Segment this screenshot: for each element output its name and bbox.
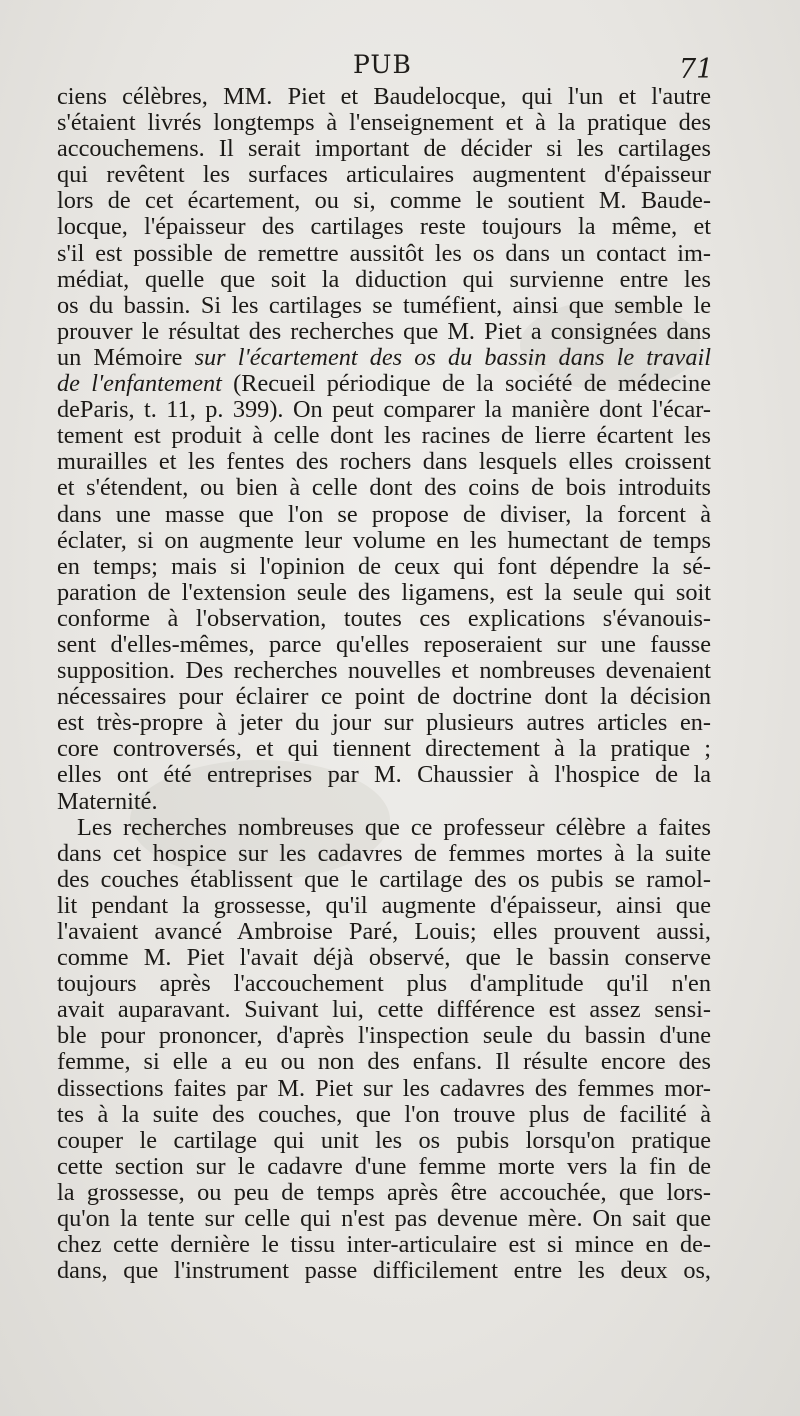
body-text xyxy=(57,84,711,1284)
text-line: dans cet hospice sur les cadavres de femmes mortes à la suite xyxy=(57,839,711,867)
text-line: prouver le résultat des recherches que M. Piet a consignées dans xyxy=(57,317,711,345)
text-line: cette section sur le cadavre d'une femme morte vers la fin de xyxy=(57,1152,711,1180)
text-line: core controversés, et qui tiennent directement à la pratique ; xyxy=(57,735,711,763)
text-line: la grossesse, ou peu de temps après être accouchée, que lors- xyxy=(57,1178,711,1206)
text-run: un Mémoire xyxy=(57,343,195,371)
text-line: est très-propre à jeter du jour sur plusieurs autres articles en- xyxy=(57,709,711,737)
text-line: tes à la suite des couches, que l'on trouve plus de facilité à xyxy=(57,1100,711,1128)
text-line: dissections faites par M. Piet sur les cadavres des femmes mor- xyxy=(57,1074,711,1102)
italic-title-run: sur l'écartement des os du bassin dans le travail xyxy=(194,343,711,371)
text-line: accouchemens. Il serait important de décider si les cartilages xyxy=(57,135,711,163)
text-line: dans, que l'instrument passe difficilement entre les deux os, xyxy=(57,1257,711,1285)
text-line: s'il est possible de remettre aussitôt les os dans un contact im- xyxy=(57,239,711,267)
running-title: PUB xyxy=(353,50,412,79)
text-line: os du bassin. Si les cartilages se tuméfient, ainsi que semble le xyxy=(57,291,711,319)
text-line: deParis, t. 11, p. 399). On peut comparer la manière dont l'écar- xyxy=(57,396,711,424)
text-line: locque, l'épaisseur des cartilages reste toujours la même, et xyxy=(57,213,711,241)
text-line: lit pendant la grossesse, qu'il augmente d'épaisseur, ainsi que xyxy=(57,891,711,919)
paragraph-1 xyxy=(57,84,711,815)
text-line: elles ont été entreprises par M. Chaussier à l'hospice de la xyxy=(57,761,711,789)
text-line: chez cette dernière le tissu inter-articulaire est si mince en de- xyxy=(57,1231,711,1259)
text-line: ciens célèbres, MM. Piet et Baudelocque, qui l'un et l'autre xyxy=(57,83,711,110)
text-line: femme, si elle a eu ou non des enfans. Il résulte encore des xyxy=(57,1048,711,1076)
text-line: Maternité. xyxy=(57,787,158,815)
text-line: lors de cet écartement, ou si, comme le soutient M. Baude- xyxy=(57,187,711,215)
text-line: dans une masse que l'on se propose de diviser, la forcent à xyxy=(57,500,711,528)
page-number: 71 xyxy=(679,54,714,85)
text-line: murailles et les fentes des rochers dans lesquels elles croissent xyxy=(57,448,711,476)
text-line: qu'on la tente sur celle qui n'est pas devenue mère. On sait que xyxy=(57,1205,711,1233)
text-line: conforme à l'observation, toutes ces explications s'évanouis- xyxy=(57,604,711,632)
text-line: ble pour prononcer, d'après l'inspection seule du bassin d'une xyxy=(57,1022,711,1050)
text-line: Les recherches nombreuses que ce professeur célèbre a faites xyxy=(77,813,711,841)
running-head xyxy=(0,50,800,84)
text-line: toujours après l'accouchement plus d'amplitude qu'il n'en xyxy=(57,970,711,998)
text-line: supposition. Des recherches nouvelles et nombreuses devenaient xyxy=(57,657,711,685)
text-run: (Recueil périodique de la société de médecine xyxy=(221,370,711,398)
text-line: qui revêtent les surfaces articulaires augmentent d'épaisseur xyxy=(57,161,711,189)
text-line: sent d'elles-mêmes, parce qu'elles reposeraient sur une fausse xyxy=(57,630,711,658)
text-line: comme M. Piet l'avait déjà observé, que le bassin conserve xyxy=(57,944,711,972)
text-line: nécessaires pour éclairer ce point de doctrine dont la décision xyxy=(57,683,711,711)
text-line: avait auparavant. Suivant lui, cette différence est assez sensi- xyxy=(57,996,711,1024)
text-line xyxy=(57,371,711,397)
text-line: éclater, si on augmente leur volume en les humectant de temps xyxy=(57,526,711,554)
text-line xyxy=(57,345,711,371)
text-line: l'avaient avancé Ambroise Paré, Louis; elles prouvent aussi, xyxy=(57,918,711,945)
text-line: couper le cartilage qui unit les os pubis lorsqu'on pratique xyxy=(57,1126,711,1154)
text-line: paration de l'extension seule des ligamens, est la seule qui soit xyxy=(57,578,711,606)
text-line: médiat, quelle que soit la diduction qui survienne entre les xyxy=(57,265,711,293)
text-line: des couches établissent que le cartilage des os pubis se ramol- xyxy=(57,865,711,893)
text-line: s'étaient livrés longtemps à l'enseignement et à la pratique des xyxy=(57,109,711,137)
paragraph-2 xyxy=(57,815,711,1285)
text-line: et s'étendent, ou bien à celle dont des coins de bois introduits xyxy=(57,474,711,502)
text-line: en temps; mais si l'opinion de ceux qui font dépendre la sé- xyxy=(57,552,711,580)
text-line: tement est produit à celle dont les racines de lierre écartent les xyxy=(57,422,711,450)
italic-title-run: de l'enfantement xyxy=(57,370,222,398)
